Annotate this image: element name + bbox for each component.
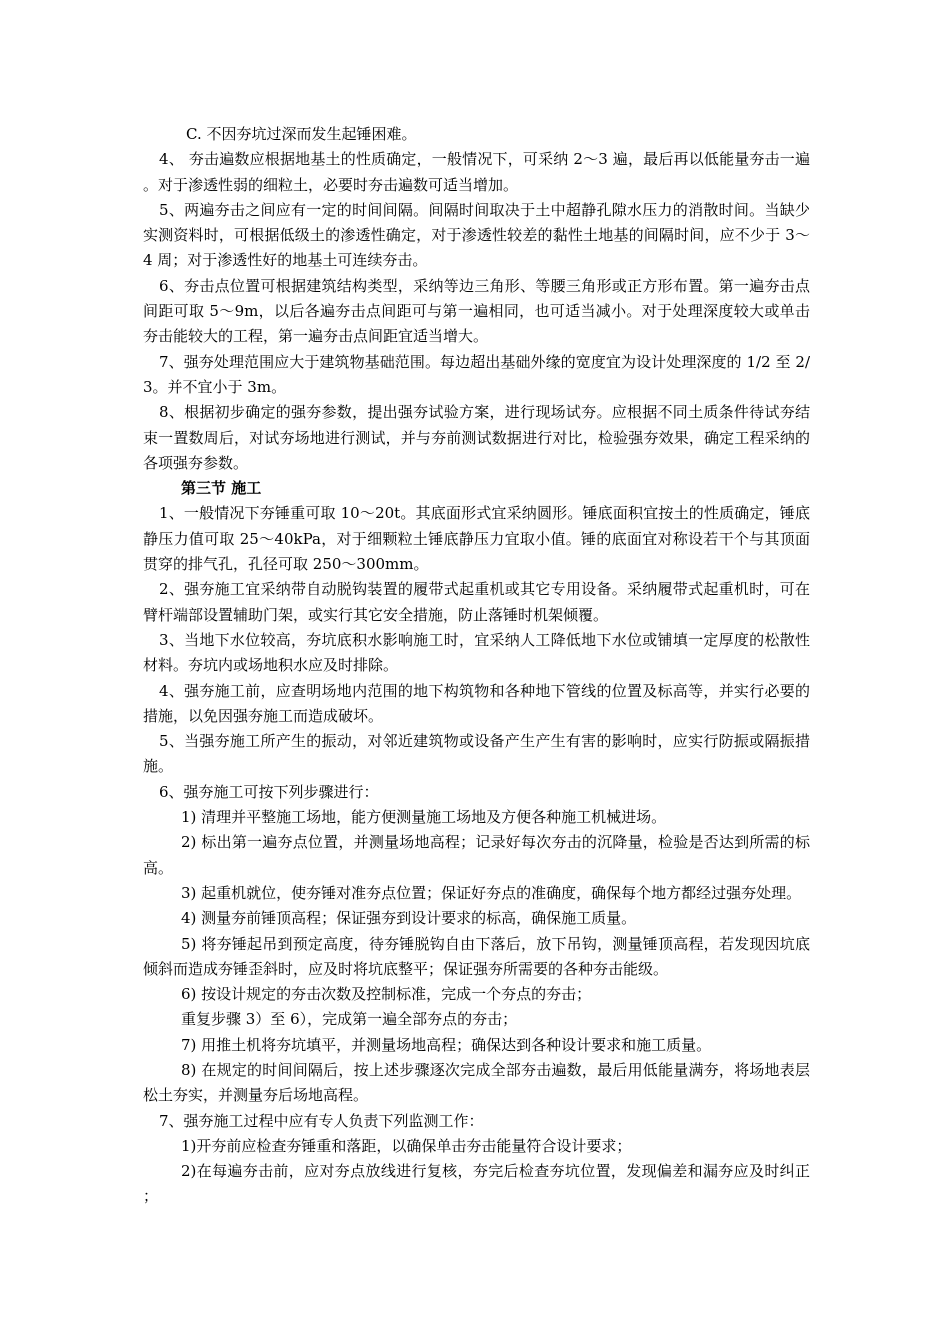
step-paragraph: 4) 测量夯前锤顶高程；保证强夯到设计要求的标高，确保施工质量。 xyxy=(181,909,637,928)
step-paragraph: 1)开夯前应检查夯锤重和落距，以确保单击夯击能量符合设计要求； xyxy=(181,1136,632,1155)
step-paragraph: 2) 标出第一遍夯点位置，并测量场地高程；记录好每次夯击的沉降量，检验是否达到所需的标高。 xyxy=(143,833,810,877)
body-paragraph: 5、两遍夯击之间应有一定的时间间隔。间隔时间取决于土中超静孔隙水压力的消散时间。当缺少实测资料时，可根据低级土的渗透性确定，对于渗透性较差的黏性土地基的间隔时间，应不少于 3～4 周；对于渗透性好的地基土可连续夯击。 xyxy=(143,200,810,270)
body-paragraph: 4、 夯击遍数应根据地基土的性质确定，一般情况下，可采纳 2～3 遍，最后再以低能量夯击一遍。对于渗透性弱的细粒土，必要时夯击遍数可适当增加。 xyxy=(143,150,810,194)
body-paragraph: C. 不因夯坑过深而发生起锤困难。 xyxy=(186,125,417,143)
step-paragraph: 6) 按设计规定的夯击次数及控制标准，完成一个夯点的夯击； xyxy=(181,985,592,1004)
step-paragraph: 8) 在规定的时间间隔后，按上述步骤逐次完成全部夯击遍数，最后用低能量满夯，将场地表层松土夯实，并测量夯后场地高程。 xyxy=(143,1060,810,1105)
document-body xyxy=(143,122,810,1210)
step-paragraph: 1) 清理并平整施工场地，能方便测量施工场地及方便各种施工机械进场。 xyxy=(181,808,667,827)
step-paragraph: 3) 起重机就位，使夯锤对准夯点位置；保证好夯点的准确度，确保每个地方都经过强夯处理。 xyxy=(181,883,802,902)
body-paragraph: 6、强夯施工可按下列步骤进行： xyxy=(159,782,379,801)
step-paragraph: 5) 将夯锤起吊到预定高度，待夯锤脱钩自由下落后，放下吊钩，测量锤顶高程，若发现因坑底倾斜而造成夯锤歪斜时，应及时将坑底整平；保证强夯所需要的各种夯击能级。 xyxy=(143,934,810,978)
body-paragraph: 7、强夯处理范围应大于建筑物基础范围。每边超出基础外缘的宽度宜为设计处理深度的 1/2 至 2/3。并不宜小于 3m。 xyxy=(143,352,810,396)
body-paragraph: 3、当地下水位较高，夯坑底积水影响施工时，宜采纳人工降低地下水位或铺填一定厚度的松散性材料。夯坑内或场地积水应及时排除。 xyxy=(143,630,810,675)
body-paragraph: 8、根据初步确定的强夯参数，提出强夯试验方案，进行现场试夯。应根据不同土质条件待试夯结束一置数周后，对试夯场地进行测试，并与夯前测试数据进行对比，检验强夯效果，确定工程采纳的各项强夯参数。 xyxy=(143,403,810,472)
body-paragraph: 5、当强夯施工所产生的振动，对邻近建筑物或设备产生产生有害的影响时，应实行防振或隔振措施。 xyxy=(143,732,810,776)
body-paragraph: 1、一般情况下夯锤重可取 10～20t。其底面形式宜采纳圆形。锤底面积宜按土的性质确定，锤底静压力值可取 25～40kPa，对于细颗粒土锤底静压力宜取小值。锤的底面宜对称设若干个与其顶面贯穿的排气孔，孔径可取 250～300mm。 xyxy=(143,504,810,574)
body-paragraph: 2、强夯施工宜采纳带自动脱钩装置的履带式起重机或其它专用设备。采纳履带式起重机时，可在臂杆端部设置辅助门架，或实行其它安全措施，防止落锤时机架倾覆。 xyxy=(143,580,810,624)
body-paragraph: 4、强夯施工前，应查明场地内范围的地下构筑物和各种地下管线的位置及标高等，并实行必要的措施，以免因强夯施工而造成破坏。 xyxy=(143,681,810,725)
body-paragraph: 6、夯击点位置可根据建筑结构类型，采纳等边三角形、等腰三角形或正方形布置。第一遍夯击点间距可取 5～9m，以后各遍夯击点间距可与第一遍相同，也可适当减小。对于处理深度较大或单击夯击能较大的工程，第一遍夯击点间距宜适当增大。 xyxy=(143,276,810,346)
step-paragraph: 7) 用推土机将夯坑填平，并测量场地高程；确保达到各种设计要求和施工质量。 xyxy=(181,1035,712,1054)
section-heading: 第三节 施工 xyxy=(181,479,262,498)
step-paragraph: 2)在每遍夯击前，应对夯点放线进行复核，夯完后检查夯坑位置，发现偏差和漏夯应及时纠正； xyxy=(143,1162,810,1206)
body-paragraph: 7、强夯施工过程中应有专人负责下列监测工作： xyxy=(159,1111,484,1130)
step-paragraph: 重复步骤 3）至 6），完成第一遍全部夯点的夯击； xyxy=(181,1010,518,1029)
